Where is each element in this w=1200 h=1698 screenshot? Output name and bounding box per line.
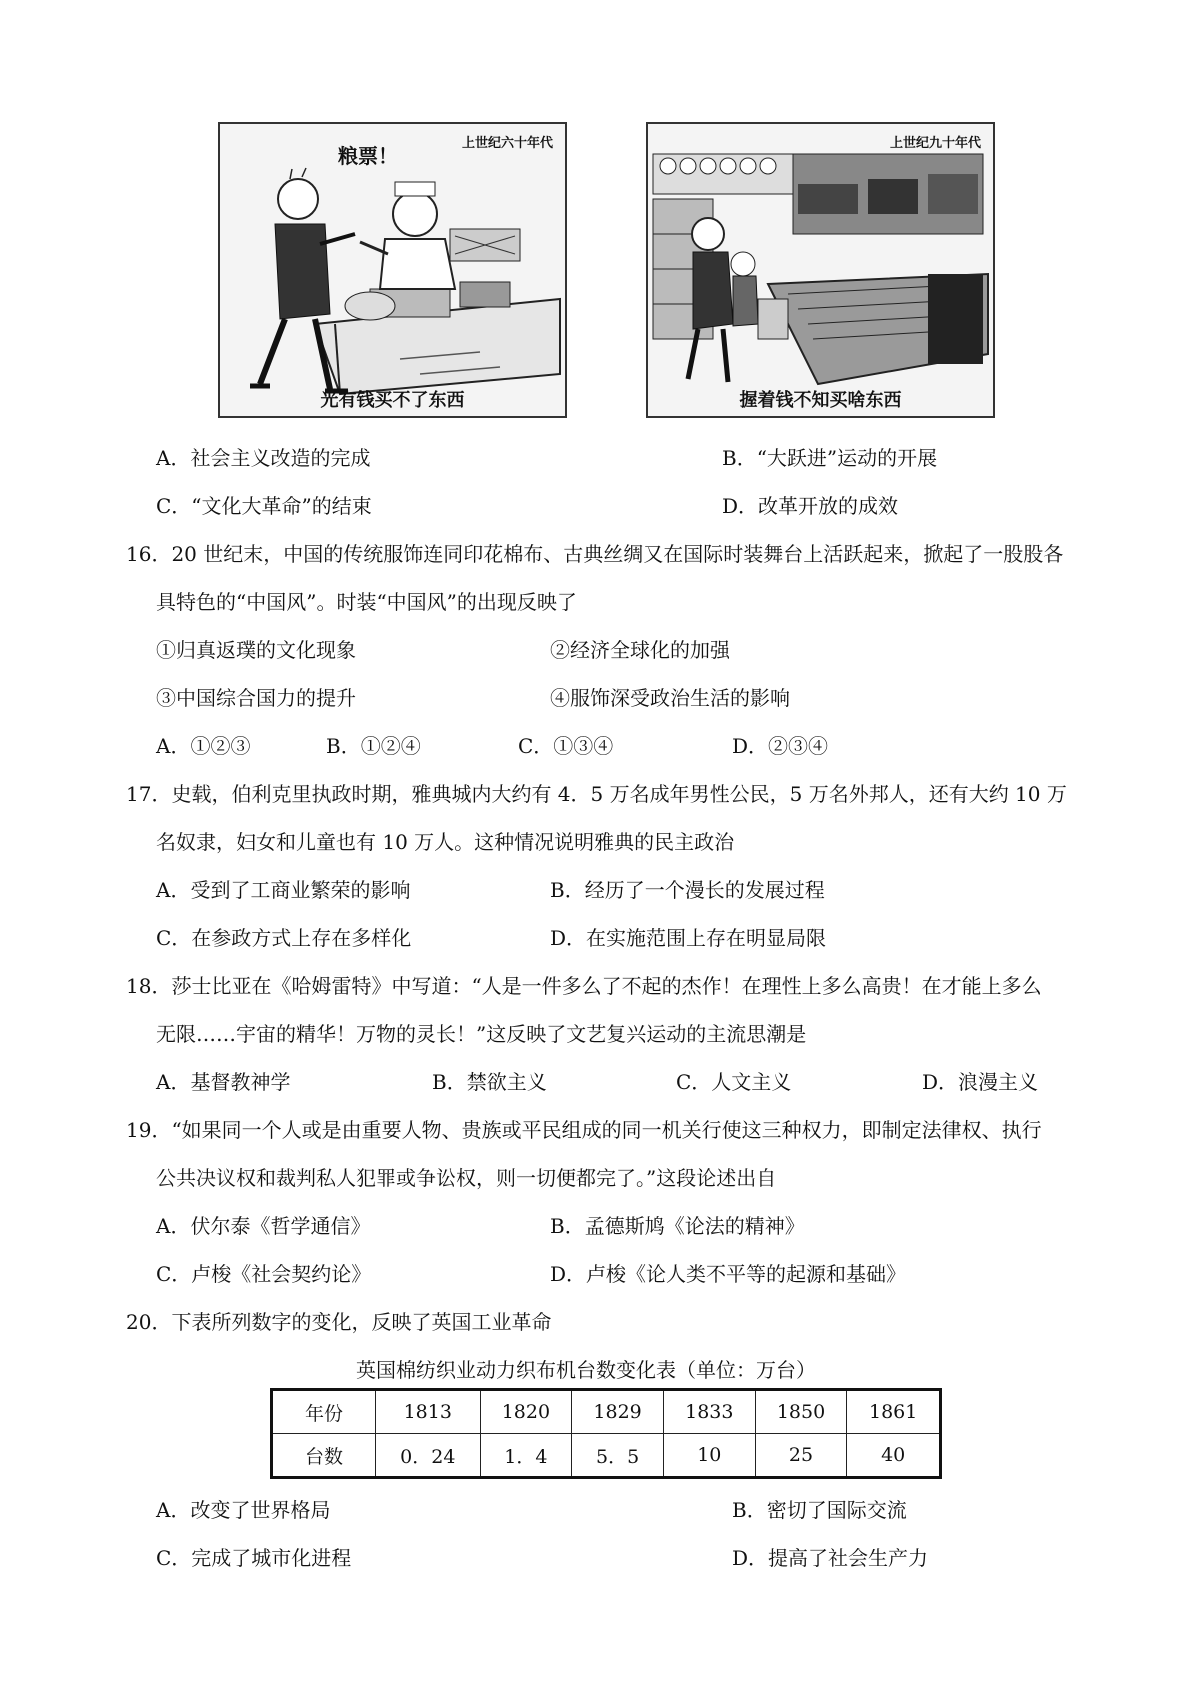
table-row-label: 台数 — [272, 1434, 376, 1478]
q16-option-a[interactable]: A．①②③ — [156, 734, 251, 758]
q19-option-c[interactable]: C．卢梭《社会契约论》 — [156, 1262, 372, 1286]
q16-item-1: ①归真返璞的文化现象 — [156, 638, 356, 662]
q18-option-a[interactable]: A．基督教神学 — [156, 1070, 291, 1094]
table-cell-year: 1813 — [376, 1390, 481, 1434]
cartoon-caption: 握着钱不知买啥东西 — [739, 390, 902, 411]
q15-option-b[interactable]: B．“大跃进”运动的开展 — [722, 446, 938, 470]
cartoon-1960s — [218, 122, 567, 418]
q16-item-3: ③中国综合国力的提升 — [156, 686, 356, 710]
table-cell-count: 1．4 — [480, 1434, 572, 1478]
q20-option-a[interactable]: A．改变了世界格局 — [156, 1498, 331, 1522]
q19-stem-line2: 公共决议权和裁判私人犯罪或争讼权，则一切便都完了。”这段论述出自 — [156, 1166, 777, 1190]
q16-item-2: ②经济全球化的加强 — [550, 638, 730, 662]
speech-bubble: 粮票！ — [338, 144, 398, 168]
table-cell-year: 1850 — [755, 1390, 847, 1434]
table-header-label: 年份 — [272, 1390, 376, 1434]
q18-option-c[interactable]: C．人文主义 — [676, 1070, 792, 1094]
table-cell-count: 25 — [755, 1434, 847, 1478]
q17-option-b[interactable]: B．经历了一个漫长的发展过程 — [550, 878, 825, 902]
q19-option-b[interactable]: B．孟德斯鸠《论法的精神》 — [550, 1214, 805, 1238]
q16-stem-line1: 16．20 世纪末，中国的传统服饰连同印花棉布、古典丝绸又在国际时装舞台上活跃起来，掀起了一股股各 — [126, 542, 1064, 566]
q18-stem-line2: 无限……宇宙的精华！万物的灵长！”这反映了文艺复兴运动的主流思潮是 — [156, 1022, 807, 1046]
cartoon-era-label: 上世纪六十年代 — [461, 136, 553, 151]
cartoon-1990s-illustration — [648, 124, 993, 416]
q16-option-b[interactable]: B．①②④ — [326, 734, 421, 758]
cartoon-era-label: 上世纪九十年代 — [889, 136, 981, 151]
table-row-counts — [272, 1434, 941, 1478]
loom-count-table — [270, 1388, 942, 1479]
q16-stem-line2: 具特色的“中国风”。时装“中国风”的出现反映了 — [156, 590, 577, 614]
q19-option-a[interactable]: A．伏尔泰《哲学通信》 — [156, 1214, 371, 1238]
table-cell-year: 1861 — [847, 1390, 941, 1434]
q20-table-title: 英国棉纺织业动力织布机台数变化表（单位：万台） — [356, 1358, 816, 1382]
q15-option-c[interactable]: C．“文化大革命”的结束 — [156, 494, 372, 518]
q18-option-d[interactable]: D．浪漫主义 — [922, 1070, 1039, 1094]
q16-item-4: ④服饰深受政治生活的影响 — [550, 686, 790, 710]
q20-stem-line1: 20．下表所列数字的变化，反映了英国工业革命 — [126, 1310, 552, 1334]
table-row-years — [272, 1390, 941, 1434]
q20-option-b[interactable]: B．密切了国际交流 — [732, 1498, 907, 1522]
q17-stem-line2: 名奴隶，妇女和儿童也有 10 万人。这种情况说明雅典的民主政治 — [156, 830, 735, 854]
cartoon-caption: 光有钱买不了东西 — [320, 390, 465, 411]
q20-option-c[interactable]: C．完成了城市化进程 — [156, 1546, 352, 1570]
table-cell-count: 0．24 — [376, 1434, 481, 1478]
table-cell-count: 40 — [847, 1434, 941, 1478]
q16-option-c[interactable]: C．①③④ — [518, 734, 614, 758]
q15-option-d[interactable]: D．改革开放的成效 — [722, 494, 899, 518]
q20-option-d[interactable]: D．提高了社会生产力 — [732, 1546, 929, 1570]
q15-option-a[interactable]: A．社会主义改造的完成 — [156, 446, 371, 470]
q17-option-d[interactable]: D．在实施范围上存在明显局限 — [550, 926, 827, 950]
table-cell-year: 1833 — [663, 1390, 755, 1434]
q18-option-b[interactable]: B．禁欲主义 — [432, 1070, 547, 1094]
q17-option-a[interactable]: A．受到了工商业繁荣的影响 — [156, 878, 411, 902]
q16-option-d[interactable]: D．②③④ — [732, 734, 829, 758]
q17-stem-line1: 17．史载，伯利克里执政时期，雅典城内大约有 4．5 万名成年男性公民，5 万名外邦人，还有大约 10 万 — [126, 782, 1067, 806]
q17-option-c[interactable]: C．在参政方式上存在多样化 — [156, 926, 412, 950]
table-cell-year: 1820 — [480, 1390, 572, 1434]
q19-stem-line1: 19．“如果同一个人或是由重要人物、贵族或平民组成的同一机关行使这三种权力，即制定法律权、执行 — [126, 1118, 1042, 1142]
q19-option-d[interactable]: D．卢梭《论人类不平等的起源和基础》 — [550, 1262, 907, 1286]
cartoon-1990s — [646, 122, 995, 418]
table-cell-year: 1829 — [572, 1390, 664, 1434]
q18-stem-line1: 18．莎士比亚在《哈姆雷特》中写道：“人是一件多么了不起的杰作！在理性上多么高贵！在才能上多么 — [126, 974, 1042, 998]
table-cell-count: 10 — [663, 1434, 755, 1478]
table-cell-count: 5．5 — [572, 1434, 664, 1478]
